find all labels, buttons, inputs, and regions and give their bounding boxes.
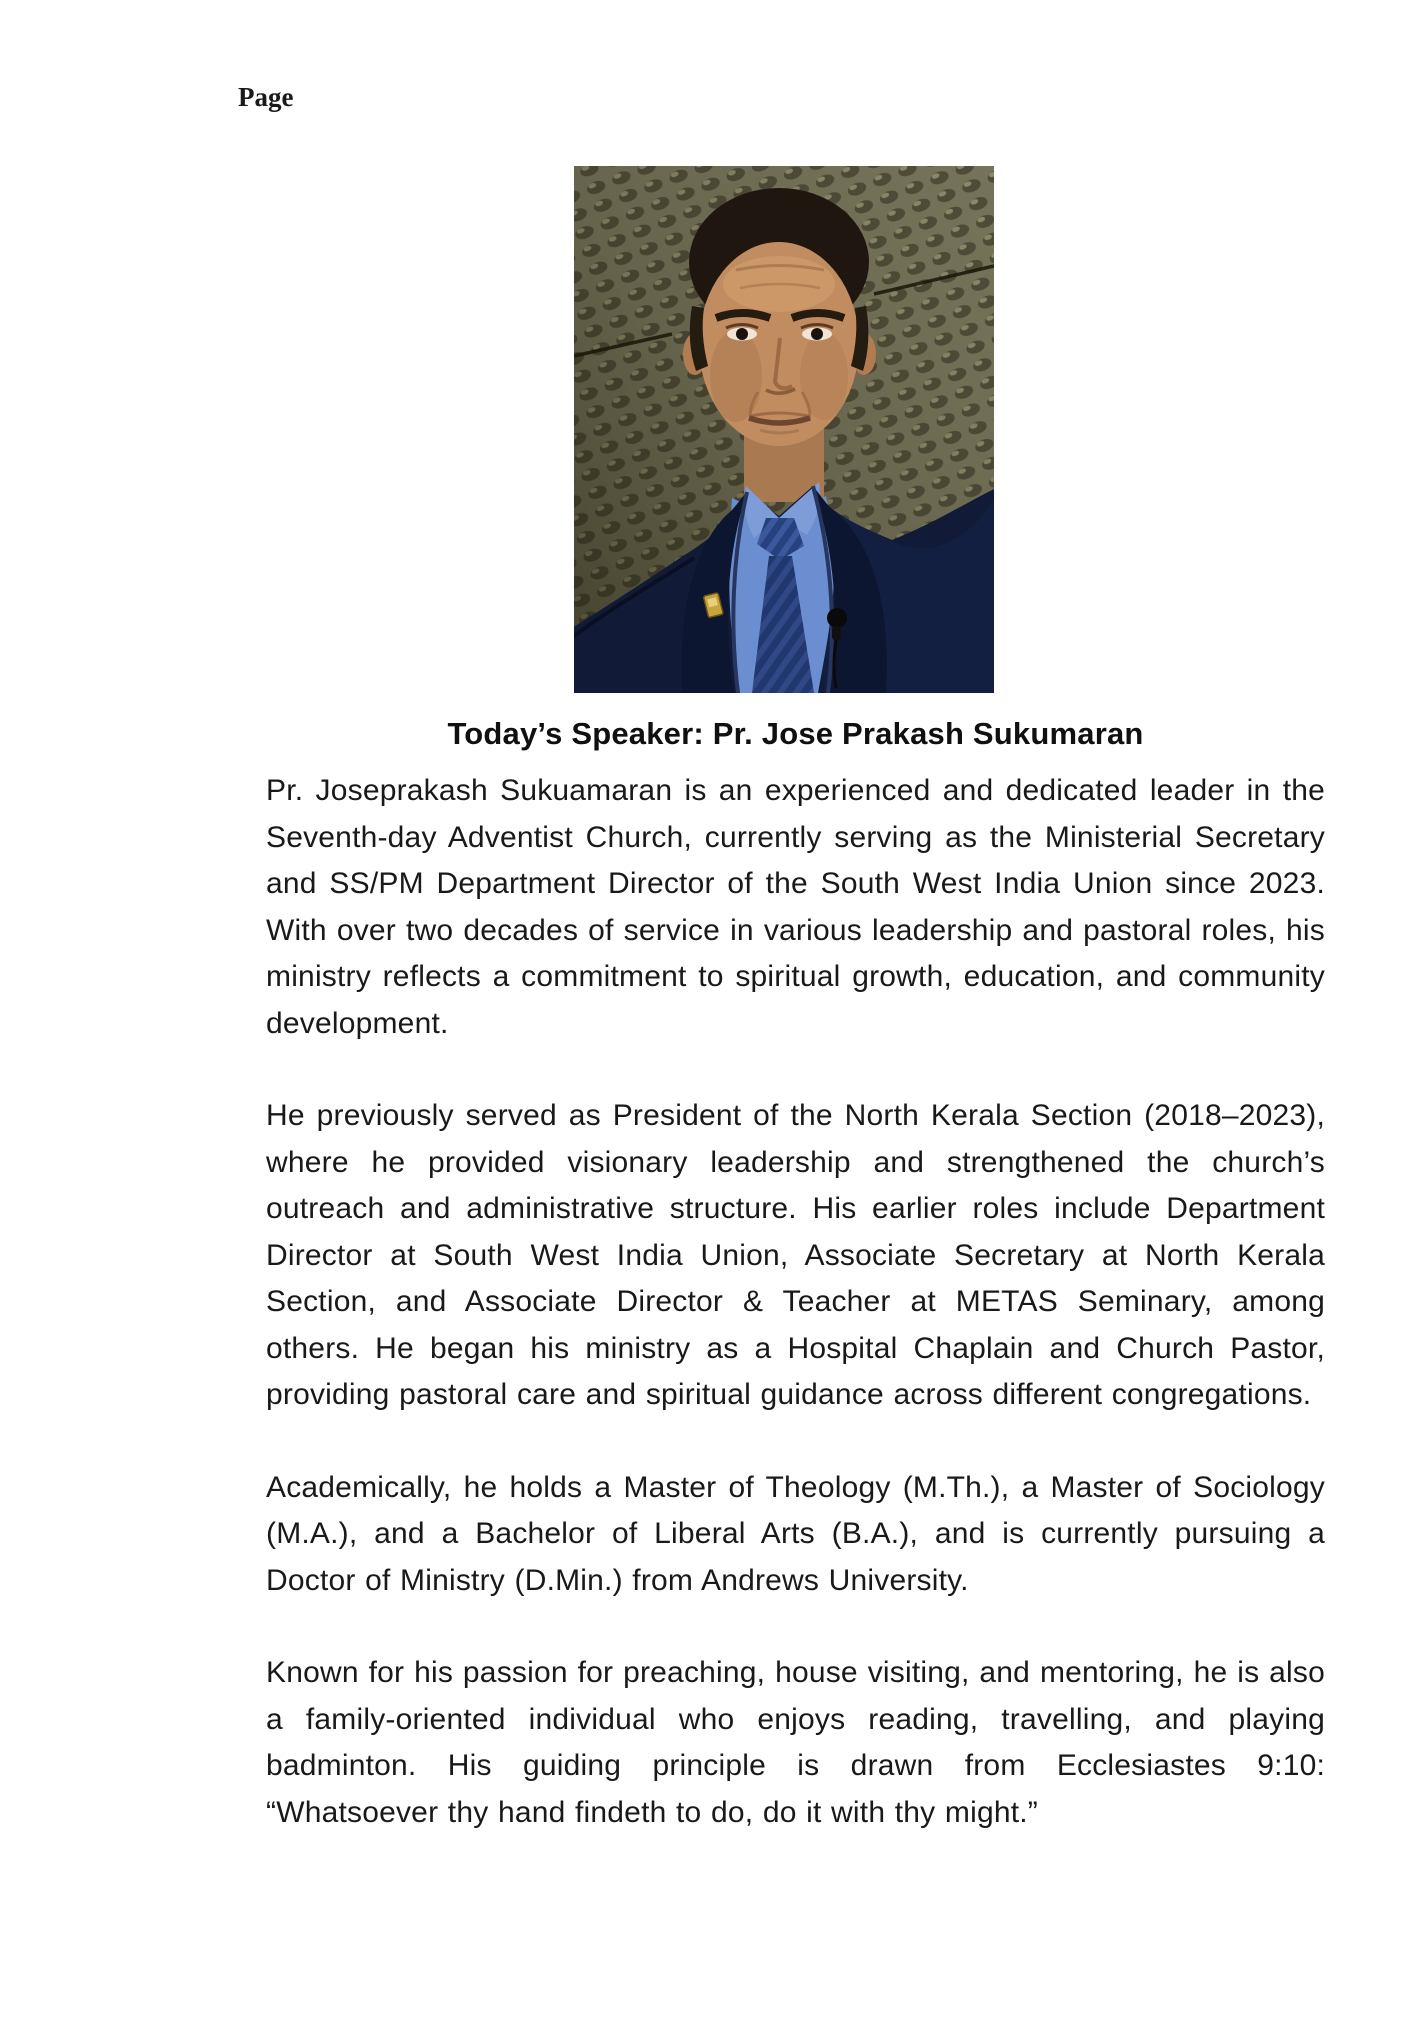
speaker-photo <box>574 166 994 693</box>
bio-paragraph-4: Known for his passion for preaching, house visiting, and mentoring, he is also a family-oriented individual who enjoys reading, travelling, and playing badminton. His guiding principle is drawn from Ecclesiastes 9:10: “Whatsoever thy hand findeth to do, do it with thy might.” <box>266 1656 1325 1829</box>
bio-paragraph-3: Academically, he holds a Master of Theology (M.Th.), a Master of Sociology (M.A.), and a Bachelor of Liberal Arts (B.A.), and is currently pursuing a Doctor of Ministry (D.Min.) from Andrews University. <box>266 1470 1325 1597</box>
speaker-bio-section <box>266 712 1325 1836</box>
page-header-label: Page <box>238 82 294 112</box>
bio-paragraph-2: He previously served as President of the North Kerala Section (2018–2023), where he provided visionary leadership and strengthened the church’s outreach and administrative structure. His earlier roles include Department Director at South West India Union, Associate Secretary at North Kerala Section, and Associate Director & Teacher at METAS Seminary, among others. He began his ministry as a Hospital Chaplain and Church Pastor, providing pastoral care and spiritual guidance across different congregations. <box>266 1099 1325 1411</box>
speaker-title: Today’s Speaker: Pr. Jose Prakash Sukumaran <box>447 716 1144 751</box>
bio-paragraph-1: Pr. Joseprakash Sukuamaran is an experienced and dedicated leader in the Seventh-day Adventist Church, currently serving as the Ministerial Secretary and SS/PM Department Director of the South West India Union since 2023. With over two decades of service in various leadership and pastoral roles, his ministry reflects a commitment to spiritual growth, education, and community development. <box>266 774 1325 1040</box>
